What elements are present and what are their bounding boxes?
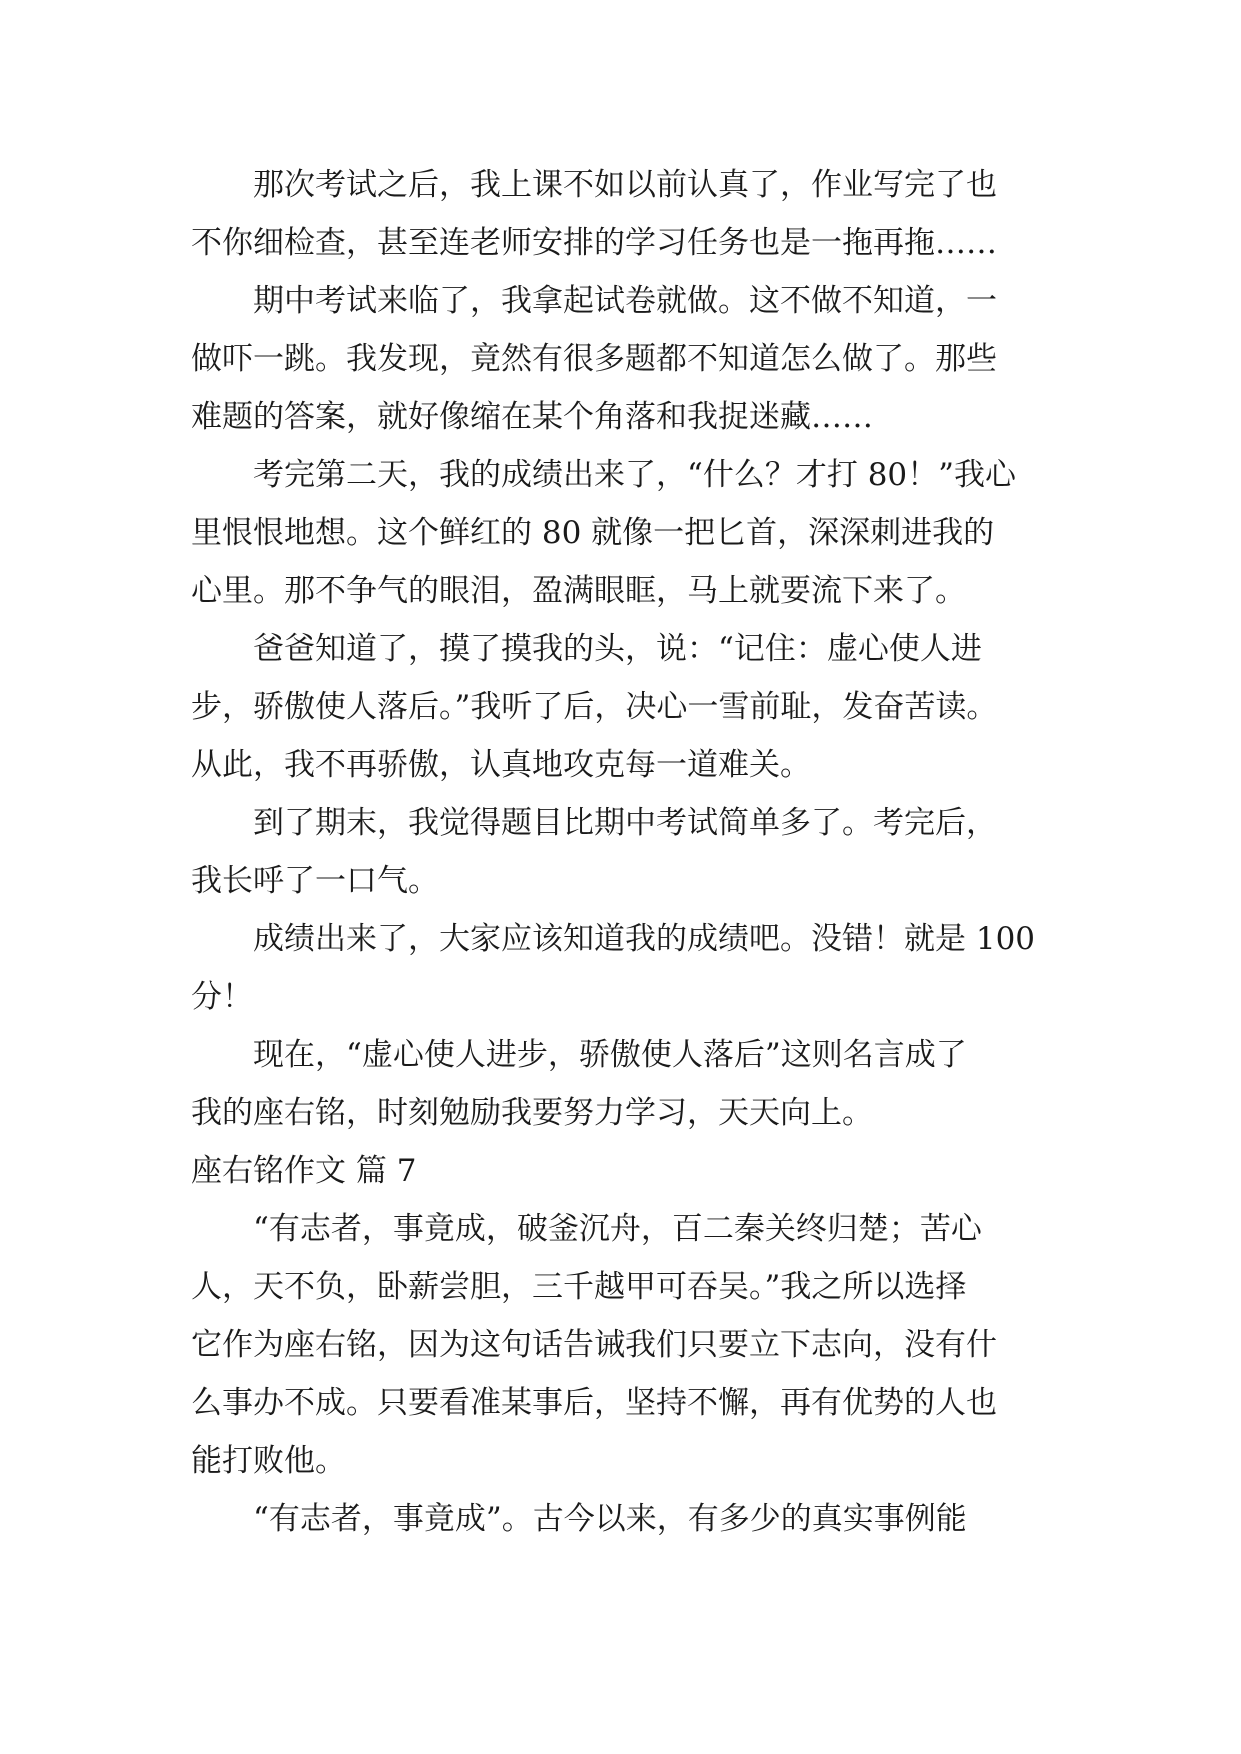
text-line-9: 爸爸知道了，摸了摸我的头，说：“记住：虚心使人进 [191,631,982,667]
text-line-21: 它作为座右铭，因为这句话告诫我们只要立下志向，没有什 [191,1327,997,1363]
text-line-7: 里恨恨地想。这个鲜红的 80 就像一把匕首，深深刺进我的 [191,515,995,551]
text-line-23: 能打败他。 [191,1443,346,1479]
text-line-20: 人，天不负，卧薪尝胆，三千越甲可吞吴。”我之所以选择 [191,1269,967,1305]
text-line-15: 分！ [191,979,253,1015]
text-line-17: 我的座右铭，时刻勉励我要努力学习，天天向上。 [191,1095,873,1131]
text-line-2: 不你细检查，甚至连老师安排的学习任务也是一拖再拖…… [191,225,997,261]
text-line-14: 成绩出来了，大家应该知道我的成绩吧。没错！就是 100 [191,921,1036,957]
text-line-12: 到了期末，我觉得题目比期中考试简单多了。考完后， [191,805,997,841]
text-line-3: 期中考试来临了，我拿起试卷就做。这不做不知道，一 [191,283,997,319]
text-line-4: 做吓一跳。我发现，竟然有很多题都不知道怎么做了。那些 [191,341,997,377]
text-line-16: 现在，“虚心使人进步，骄傲使人落后”这则名言成了 [191,1037,967,1073]
text-line-8: 心里。那不争气的眼泪，盈满眼眶，马上就要流下来了。 [191,573,966,609]
text-line-10: 步，骄傲使人落后。”我听了后，决心一雪前耻，发奋苦读。 [191,689,998,725]
section-heading: 座右铭作文 篇 7 [191,1153,417,1189]
text-line-24: “有志者，事竟成”。古今以来，有多少的真实事例能 [191,1501,967,1537]
text-line-5: 难题的答案，就好像缩在某个角落和我捉迷藏…… [191,399,873,435]
text-line-11: 从此，我不再骄傲，认真地攻克每一道难关。 [191,747,811,783]
text-line-1: 那次考试之后，我上课不如以前认真了，作业写完了也 [191,167,997,203]
text-line-22: 么事办不成。只要看准某事后，坚持不懈，再有优势的人也 [191,1385,997,1421]
text-line-19: “有志者，事竟成，破釜沉舟，百二秦关终归楚；苦心 [191,1211,982,1247]
text-line-6: 考完第二天，我的成绩出来了，“什么？才打 80！”我心 [191,457,1016,493]
text-line-13: 我长呼了一口气。 [191,863,439,899]
